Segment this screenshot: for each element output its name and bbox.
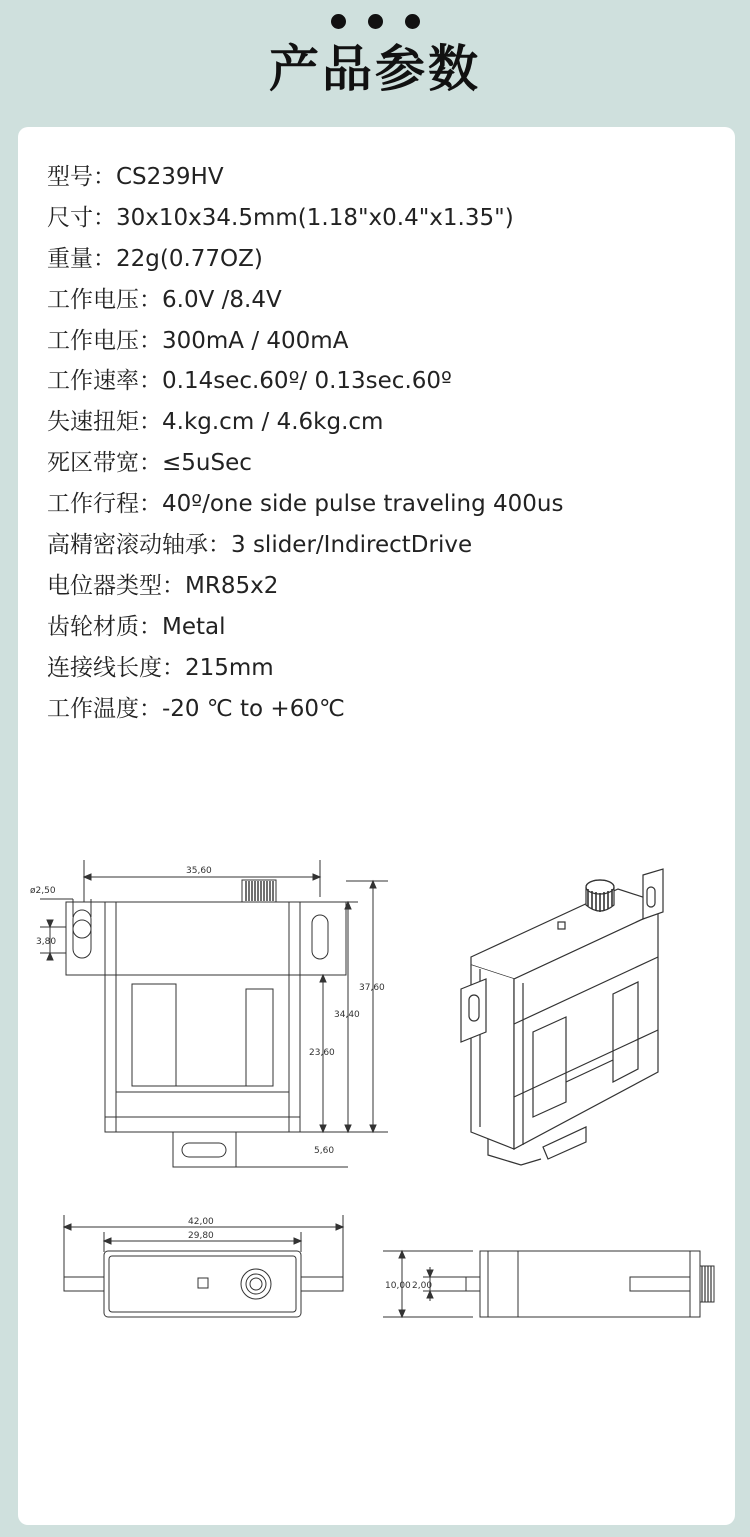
spec-label: 工作电压： [47, 327, 162, 354]
dot-icon [331, 14, 346, 29]
dim-overall: 42,00 [188, 1217, 214, 1227]
dim-height-total: 37,60 [359, 983, 385, 993]
spec-value: CS239HV [116, 164, 224, 190]
dot-icon [405, 14, 420, 29]
isometric-view [461, 869, 663, 1165]
spec-value: ≤5uSec [162, 450, 252, 477]
spec-value: 4.kg.cm / 4.6kg.cm [162, 409, 384, 436]
spec-value: 30x10x34.5mm(1.18"x0.4"x1.35") [116, 204, 514, 231]
spec-value: 22g(0.77OZ) [116, 245, 263, 272]
spec-label: 失速扭矩： [47, 409, 162, 436]
spec-label: 电位器类型： [47, 572, 185, 599]
dim-thickness: 10,00 [385, 1281, 411, 1291]
servo-technical-drawing [18, 127, 735, 1525]
spec-value: 215mm [185, 654, 274, 681]
spec-value: 0.14sec.60º/ 0.13sec.60º [162, 368, 452, 395]
side-view [383, 1251, 714, 1317]
spec-value: Metal [162, 613, 226, 640]
dim-tab: 2,00 [412, 1281, 433, 1291]
spec-value: 3 slider/IndirectDrive [231, 532, 473, 559]
spec-label: 工作速率： [47, 368, 162, 395]
spec-label: 死区带宽： [47, 450, 162, 477]
spec-card [18, 127, 735, 1525]
spec-value: 40º/one side pulse traveling 400us [162, 491, 564, 518]
spec-label: 重量： [47, 245, 116, 272]
dot-icon [368, 14, 383, 29]
page-title: 产品参数 [269, 40, 481, 98]
dim-bottom: 5,60 [314, 1146, 335, 1156]
spec-label: 连接线长度： [47, 654, 185, 681]
spec-value: MR85x2 [185, 572, 279, 599]
spec-value: 6.0V /8.4V [162, 286, 282, 313]
spec-label: 齿轮材质： [47, 613, 162, 640]
dim-height-body: 34,40 [334, 1010, 360, 1020]
spec-label: 高精密滚动轴承： [47, 532, 231, 559]
spec-label: 型号： [47, 164, 116, 190]
decorative-dots [0, 14, 750, 33]
dim-width: 35,60 [186, 866, 212, 876]
spec-label: 尺寸： [47, 204, 116, 231]
dim-hole: ø2,50 [30, 886, 56, 896]
front-view [30, 860, 388, 1167]
spec-label: 工作温度： [47, 695, 162, 722]
spec-label: 工作电压： [47, 286, 162, 313]
top-view [64, 1215, 343, 1317]
spec-label: 工作行程： [47, 491, 162, 518]
spec-value: 300mA / 400mA [162, 327, 349, 354]
spec-value: -20 ℃ to +60℃ [162, 695, 345, 722]
dim-hole-spacing: 3,80 [36, 937, 57, 947]
dim-body: 29,80 [188, 1231, 214, 1241]
dim-height-tab: 23,60 [309, 1048, 335, 1058]
